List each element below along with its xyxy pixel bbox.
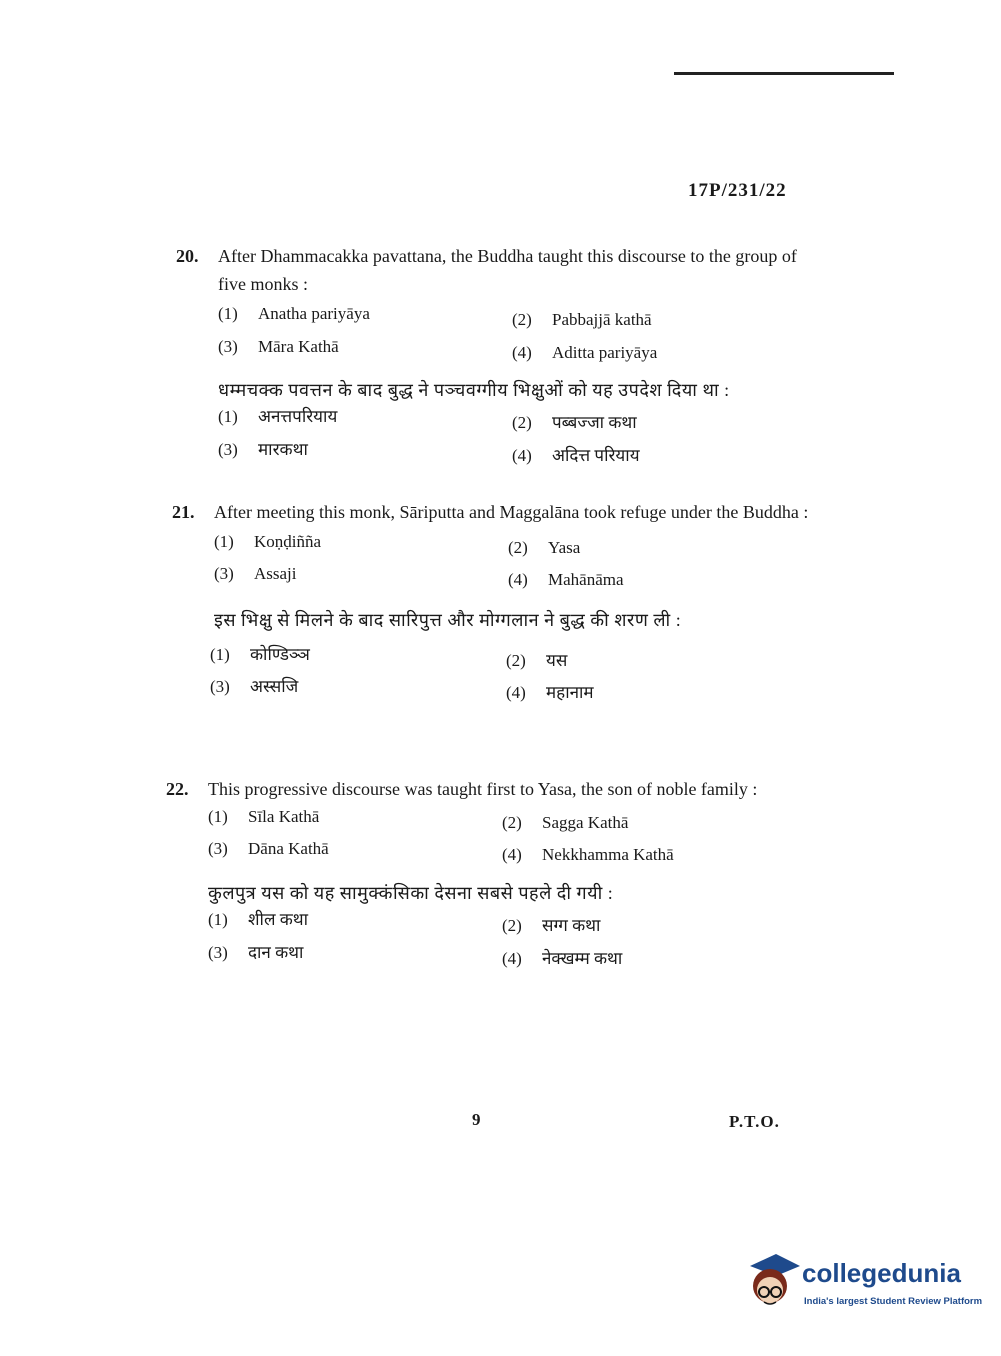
brand-tagline: India's largest Student Review Platform bbox=[804, 1296, 983, 1307]
option-3: (3) Māra Kathā bbox=[218, 337, 339, 356]
option-4-hindi: (4) महानाम bbox=[506, 683, 594, 702]
pto-label: P.T.O. bbox=[729, 1112, 780, 1131]
question-number: 21. bbox=[172, 502, 195, 522]
option-4: (4) Mahānāma bbox=[508, 570, 624, 589]
option-2-hindi: (2) सग्ग कथा bbox=[502, 916, 601, 935]
paper-code: 17P/231/22 bbox=[688, 180, 787, 201]
question-text: After meeting this monk, Sāriputta and Maggalāna took refuge under the Buddha : bbox=[214, 502, 809, 522]
options-hindi bbox=[208, 907, 806, 975]
option-3-hindi: (3) अस्सजि bbox=[210, 677, 299, 696]
question-22 bbox=[166, 775, 806, 975]
question-number: 20. bbox=[176, 246, 199, 266]
option-1: (1) Anatha pariyāya bbox=[218, 304, 370, 323]
options-hindi bbox=[218, 404, 816, 474]
option-2-hindi: (2) पब्बज्जा कथा bbox=[512, 413, 637, 432]
question-text: After Dhammacakka pavattana, the Buddha taught this discourse to the group of five monks : bbox=[218, 246, 797, 294]
option-1: (1) Koṇḍiñña bbox=[214, 532, 322, 551]
option-2-hindi: (2) यस bbox=[506, 651, 568, 670]
question-text-hindi: कुलपुत्र यस को यह सामुक्कंसिका देसना सबसे पहले दी गयी : bbox=[208, 883, 614, 903]
option-3-hindi: (3) दान कथा bbox=[208, 943, 304, 962]
question-20 bbox=[176, 242, 816, 474]
option-1-hindi: (1) अनत्तपरियाय bbox=[218, 407, 338, 426]
option-3: (3) Assaji bbox=[214, 564, 297, 583]
option-2: (2) Sagga Kathā bbox=[502, 813, 629, 832]
option-1-hindi: (1) शील कथा bbox=[208, 910, 309, 929]
options-english bbox=[208, 803, 806, 869]
option-1-hindi: (1) कोण्डिञ्ञ bbox=[210, 645, 310, 664]
options-english bbox=[218, 298, 816, 366]
mascot-icon bbox=[744, 1252, 802, 1314]
option-2: (2) Yasa bbox=[508, 538, 581, 557]
brand-name: collegedunia bbox=[802, 1258, 961, 1288]
option-3-hindi: (3) मारकथा bbox=[218, 440, 308, 459]
question-number: 22. bbox=[166, 779, 189, 799]
option-3: (3) Dāna Kathā bbox=[208, 839, 329, 858]
options-english bbox=[214, 526, 812, 594]
option-1: (1) Sīla Kathā bbox=[208, 807, 320, 826]
options-hindi bbox=[210, 642, 812, 708]
collegedunia-watermark bbox=[744, 1252, 983, 1318]
question-text: This progressive discourse was taught first to Yasa, the son of noble family : bbox=[208, 779, 758, 799]
option-4: (4) Nekkhamma Kathā bbox=[502, 845, 674, 864]
question-text-hindi: इस भिक्षु से मिलने के बाद सारिपुत्त और मोग्गलान ने बुद्ध की शरण ली : bbox=[214, 610, 682, 630]
page-number: 9 bbox=[472, 1110, 481, 1129]
option-4-hindi: (4) अदित्त परियाय bbox=[512, 446, 640, 465]
option-4: (4) Aditta pariyāya bbox=[512, 343, 658, 362]
question-text-hindi: धम्मचक्क पवत्तन के बाद बुद्ध ने पञ्चवग्गीय भिक्षुओं को यह उपदेश दिया था : bbox=[218, 380, 730, 400]
question-21 bbox=[172, 498, 812, 708]
top-rule bbox=[674, 72, 894, 75]
option-2: (2) Pabbajjā kathā bbox=[512, 310, 652, 329]
option-4-hindi: (4) नेक्खम्म कथा bbox=[502, 949, 623, 968]
